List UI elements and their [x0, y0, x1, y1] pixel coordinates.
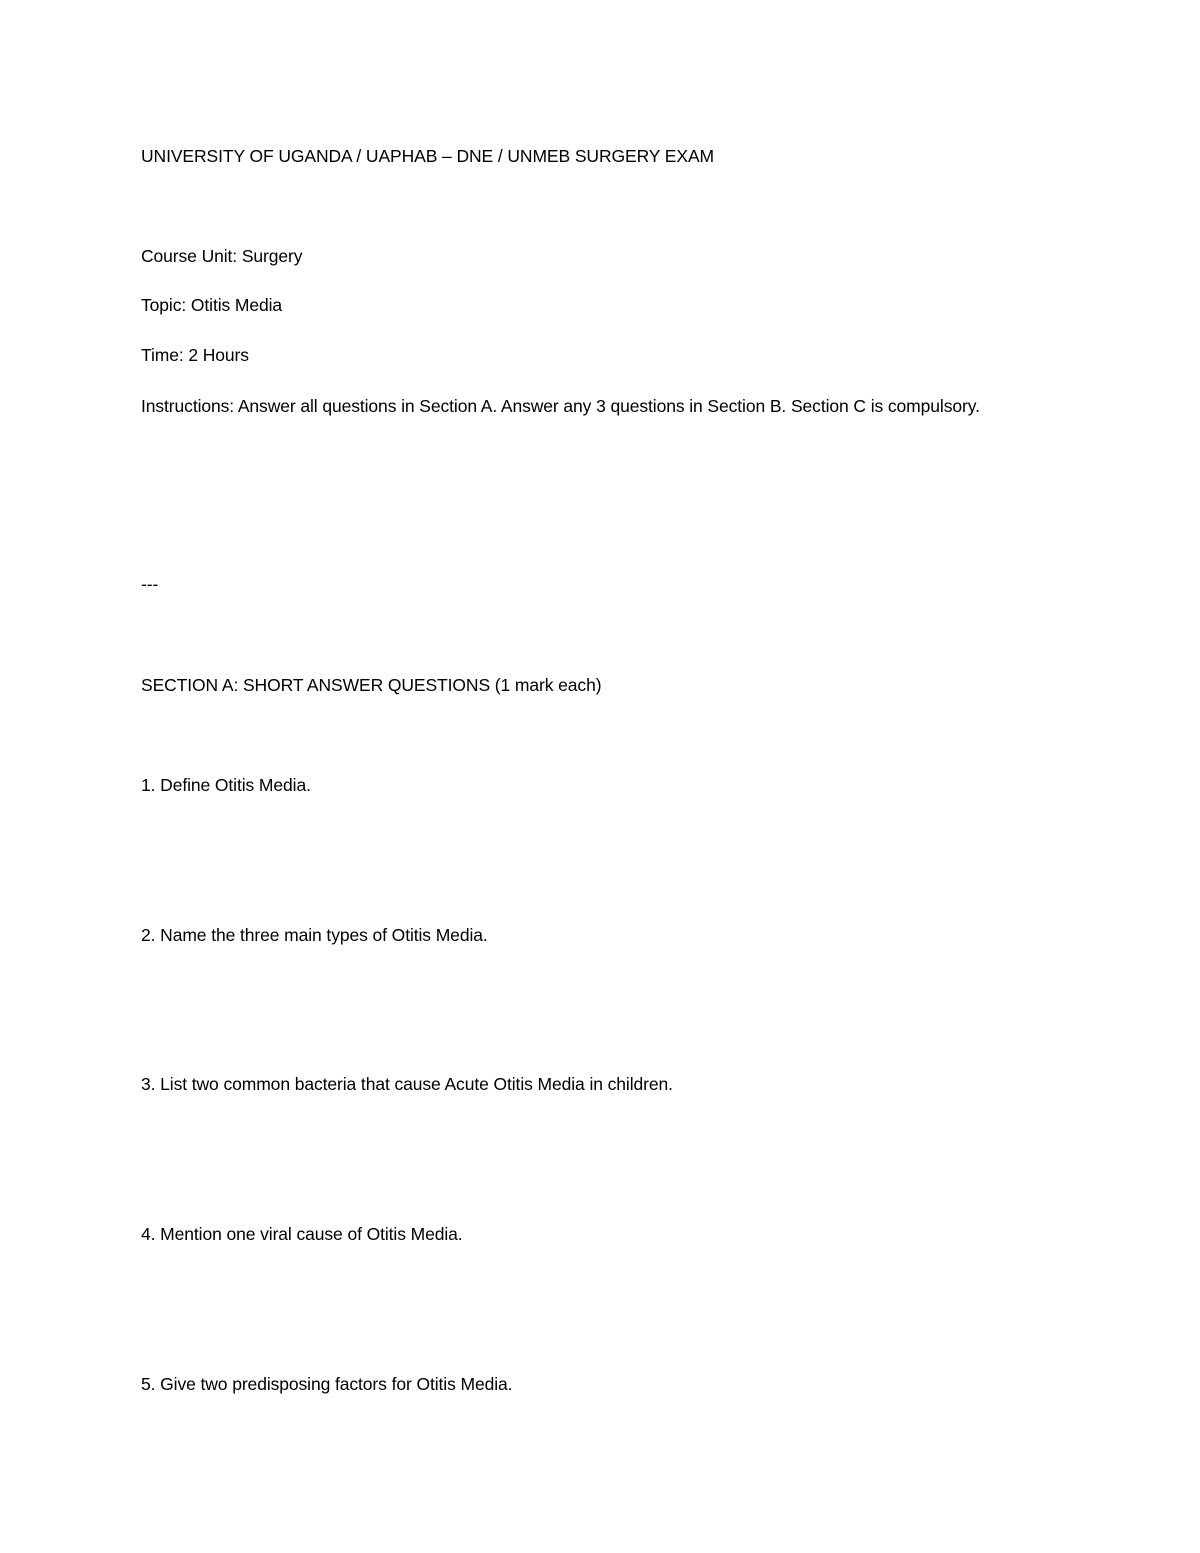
question-1: 1. Define Otitis Media. — [141, 775, 311, 795]
question-3: 3. List two common bacteria that cause Acute Otitis Media in children. — [141, 1074, 673, 1094]
exam-title: UNIVERSITY OF UGANDA / UAPHAB – DNE / UNMEB SURGERY EXAM — [141, 146, 715, 166]
question-2: 2. Name the three main types of Otitis Media. — [141, 925, 488, 945]
question-4: 4. Mention one viral cause of Otitis Media. — [141, 1224, 463, 1244]
separator: --- — [141, 574, 159, 594]
question-5: 5. Give two predisposing factors for Otitis Media. — [141, 1374, 513, 1394]
topic: Topic: Otitis Media — [141, 295, 283, 315]
section-a-heading: SECTION A: SHORT ANSWER QUESTIONS (1 mark each) — [141, 675, 602, 695]
time-allowed: Time: 2 Hours — [141, 345, 249, 365]
instructions: Instructions: Answer all questions in Section A. Answer any 3 questions in Section B. Section C is compulsory. — [141, 396, 980, 416]
course-unit: Course Unit: Surgery — [141, 246, 303, 266]
